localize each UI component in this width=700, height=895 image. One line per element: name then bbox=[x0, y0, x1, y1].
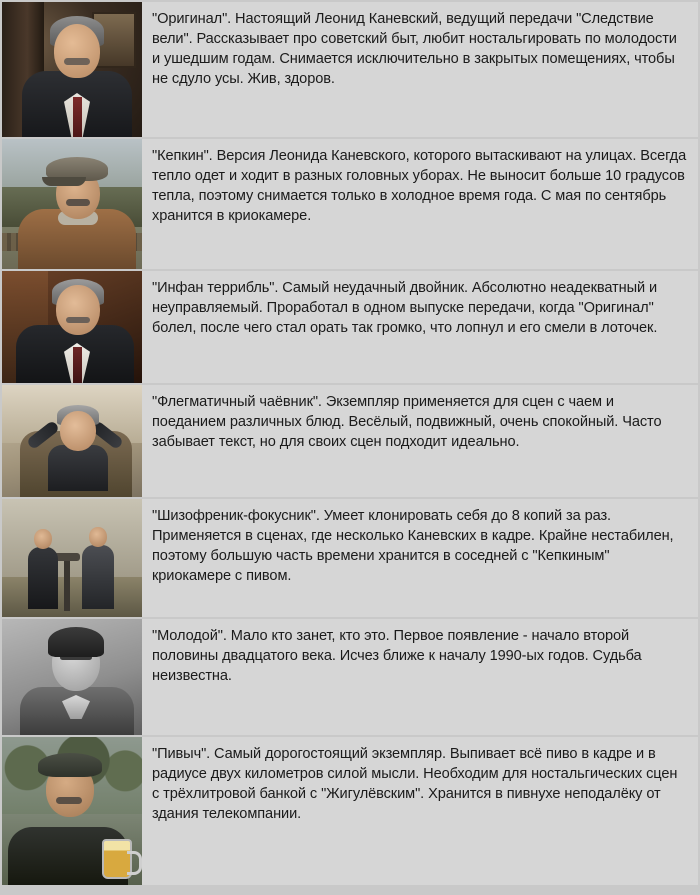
caption-cell bbox=[142, 385, 698, 497]
table-row bbox=[2, 2, 698, 137]
caption-text: "Оригинал". Настоящий Леонид Каневский, ведущий передачи "Следствие вели". Рассказывает про советский быт, любит ностальгировать по молодости и ушедшим годам. Снимается исключительно в закрытых помещениях, чтобы не сдуло усы. Жив, здоров. bbox=[152, 11, 677, 87]
table-row bbox=[2, 619, 698, 735]
table-row bbox=[2, 271, 698, 383]
photo-schizophrenic-magician bbox=[2, 499, 142, 617]
caption-text: "Пивыч". Самый дорогостоящий экземпляр. Выпивает всё пиво в кадре и в радиусе двух километров силой мысли. Необходим для ностальгических сцен с трёхлитровой банкой с "Жигулёвским". Хранится в пивнухе неподалёку от здания телекомпании. bbox=[152, 746, 678, 822]
table-row bbox=[2, 737, 698, 885]
table-row bbox=[2, 385, 698, 497]
caption-text: "Инфан террибль". Самый неудачный двойник. Абсолютно неадекватный и неуправляемый. Проработал в одном выпуске передачи, когда "Оригинал" болел, после чего стал орать так громко, что лопнул и его смели в лоточек. bbox=[152, 280, 658, 336]
caption-text: "Флегматичный чаёвник". Экземпляр применяется для сцен с чаем и поеданием различных блюд. Весёлый, подвижный, очень спокойный. Часто забывает текст, но для своих сцен подходит идеально. bbox=[152, 394, 662, 450]
caption-cell bbox=[142, 271, 698, 383]
caption-cell bbox=[142, 619, 698, 735]
caption-cell bbox=[142, 139, 698, 269]
photo-original bbox=[2, 2, 142, 137]
caption-text: "Кепкин". Версия Леонида Каневского, которого вытаскивают на улицах. Всегда тепло одет и ходит в разных головных уборах. Не выносит больше 10 градусов тепла, поэтому снимается только в холодное время года. С мая по сентябрь хранится в криокамере. bbox=[152, 148, 687, 224]
caption-cell bbox=[142, 499, 698, 617]
photo-tea-drinker bbox=[2, 385, 142, 497]
caption-cell bbox=[142, 737, 698, 885]
photo-pivych bbox=[2, 737, 142, 885]
photo-infant-terrible bbox=[2, 271, 142, 383]
caption-text: "Молодой". Мало кто занет, кто это. Первое появление - начало второй половины двадцатого века. Исчез ближе к началу 1990-ых годов. Судьба неизвестна. bbox=[152, 628, 642, 684]
caption-cell bbox=[142, 2, 698, 137]
table-row bbox=[2, 499, 698, 617]
photo-kepkin bbox=[2, 139, 142, 269]
table-row bbox=[2, 139, 698, 269]
photo-young bbox=[2, 619, 142, 735]
caption-text: "Шизофреник-фокусник". Умеет клонировать себя до 8 копий за раз. Применяется в сценах, где несколько Каневских в кадре. Крайне нестабилен, поэтому большую часть времени хранится в соседней с "Кепкиным" криокамере с пивом. bbox=[152, 508, 674, 584]
